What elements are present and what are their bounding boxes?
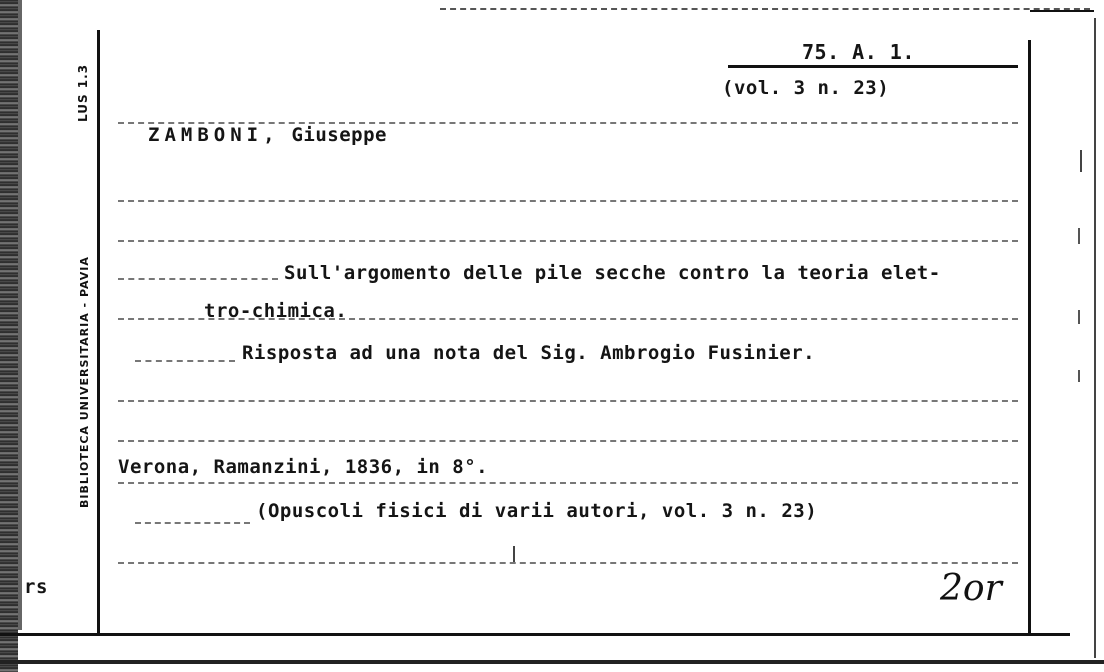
- ruled-line: [118, 200, 1018, 202]
- library-stamp: BIBLIOTECA UNIVERSITARIA - PAVIA: [78, 256, 91, 508]
- bottom-border: [0, 633, 1070, 636]
- cataloguer-initials: rs: [24, 576, 48, 598]
- ruled-line: [118, 482, 1018, 484]
- left-margin-line: [97, 30, 100, 636]
- ink-mark: [1078, 310, 1080, 324]
- title-line-1: Sull'argomento delle pile secche contro la teoria elet-: [284, 262, 941, 284]
- ruled-line: [118, 240, 1018, 242]
- ink-mark: [1078, 228, 1080, 244]
- author-forename: Giuseppe: [291, 124, 387, 146]
- author-heading: [148, 124, 387, 146]
- shelfmark-underline: [728, 65, 1018, 68]
- handwritten-note: 2or: [940, 568, 1002, 609]
- ink-mark: [1080, 150, 1082, 172]
- title-line-2: tro-chimica.: [204, 300, 348, 322]
- author-surname: ZAMBONI,: [148, 124, 280, 146]
- ink-mark: [513, 546, 515, 562]
- ruled-line: [118, 278, 278, 280]
- right-margin-line: [1028, 40, 1031, 636]
- top-right-corner-line: [1030, 10, 1094, 12]
- volume-reference: (vol. 3 n. 23): [722, 77, 890, 99]
- right-outer-line: [1094, 18, 1096, 658]
- ruled-line: [118, 562, 1018, 564]
- imprint: Verona, Ramanzini, 1836, in 8°.: [118, 456, 489, 478]
- ink-mark: [1078, 370, 1080, 382]
- stamp-code: LUS 1.3: [76, 63, 90, 122]
- top-border: [440, 8, 1090, 10]
- subtitle: Risposta ad una nota del Sig. Ambrogio Fusinier.: [242, 342, 816, 364]
- ruled-line: [118, 440, 1018, 442]
- series-note: (Opuscoli fisici di varii autori, vol. 3 n. 23): [256, 500, 818, 522]
- ruled-line: [135, 522, 250, 524]
- ruled-line: [135, 360, 235, 362]
- ruled-line: [118, 400, 1018, 402]
- shelfmark: 75. A. 1.: [802, 40, 915, 64]
- bottom-edge: [0, 660, 1104, 664]
